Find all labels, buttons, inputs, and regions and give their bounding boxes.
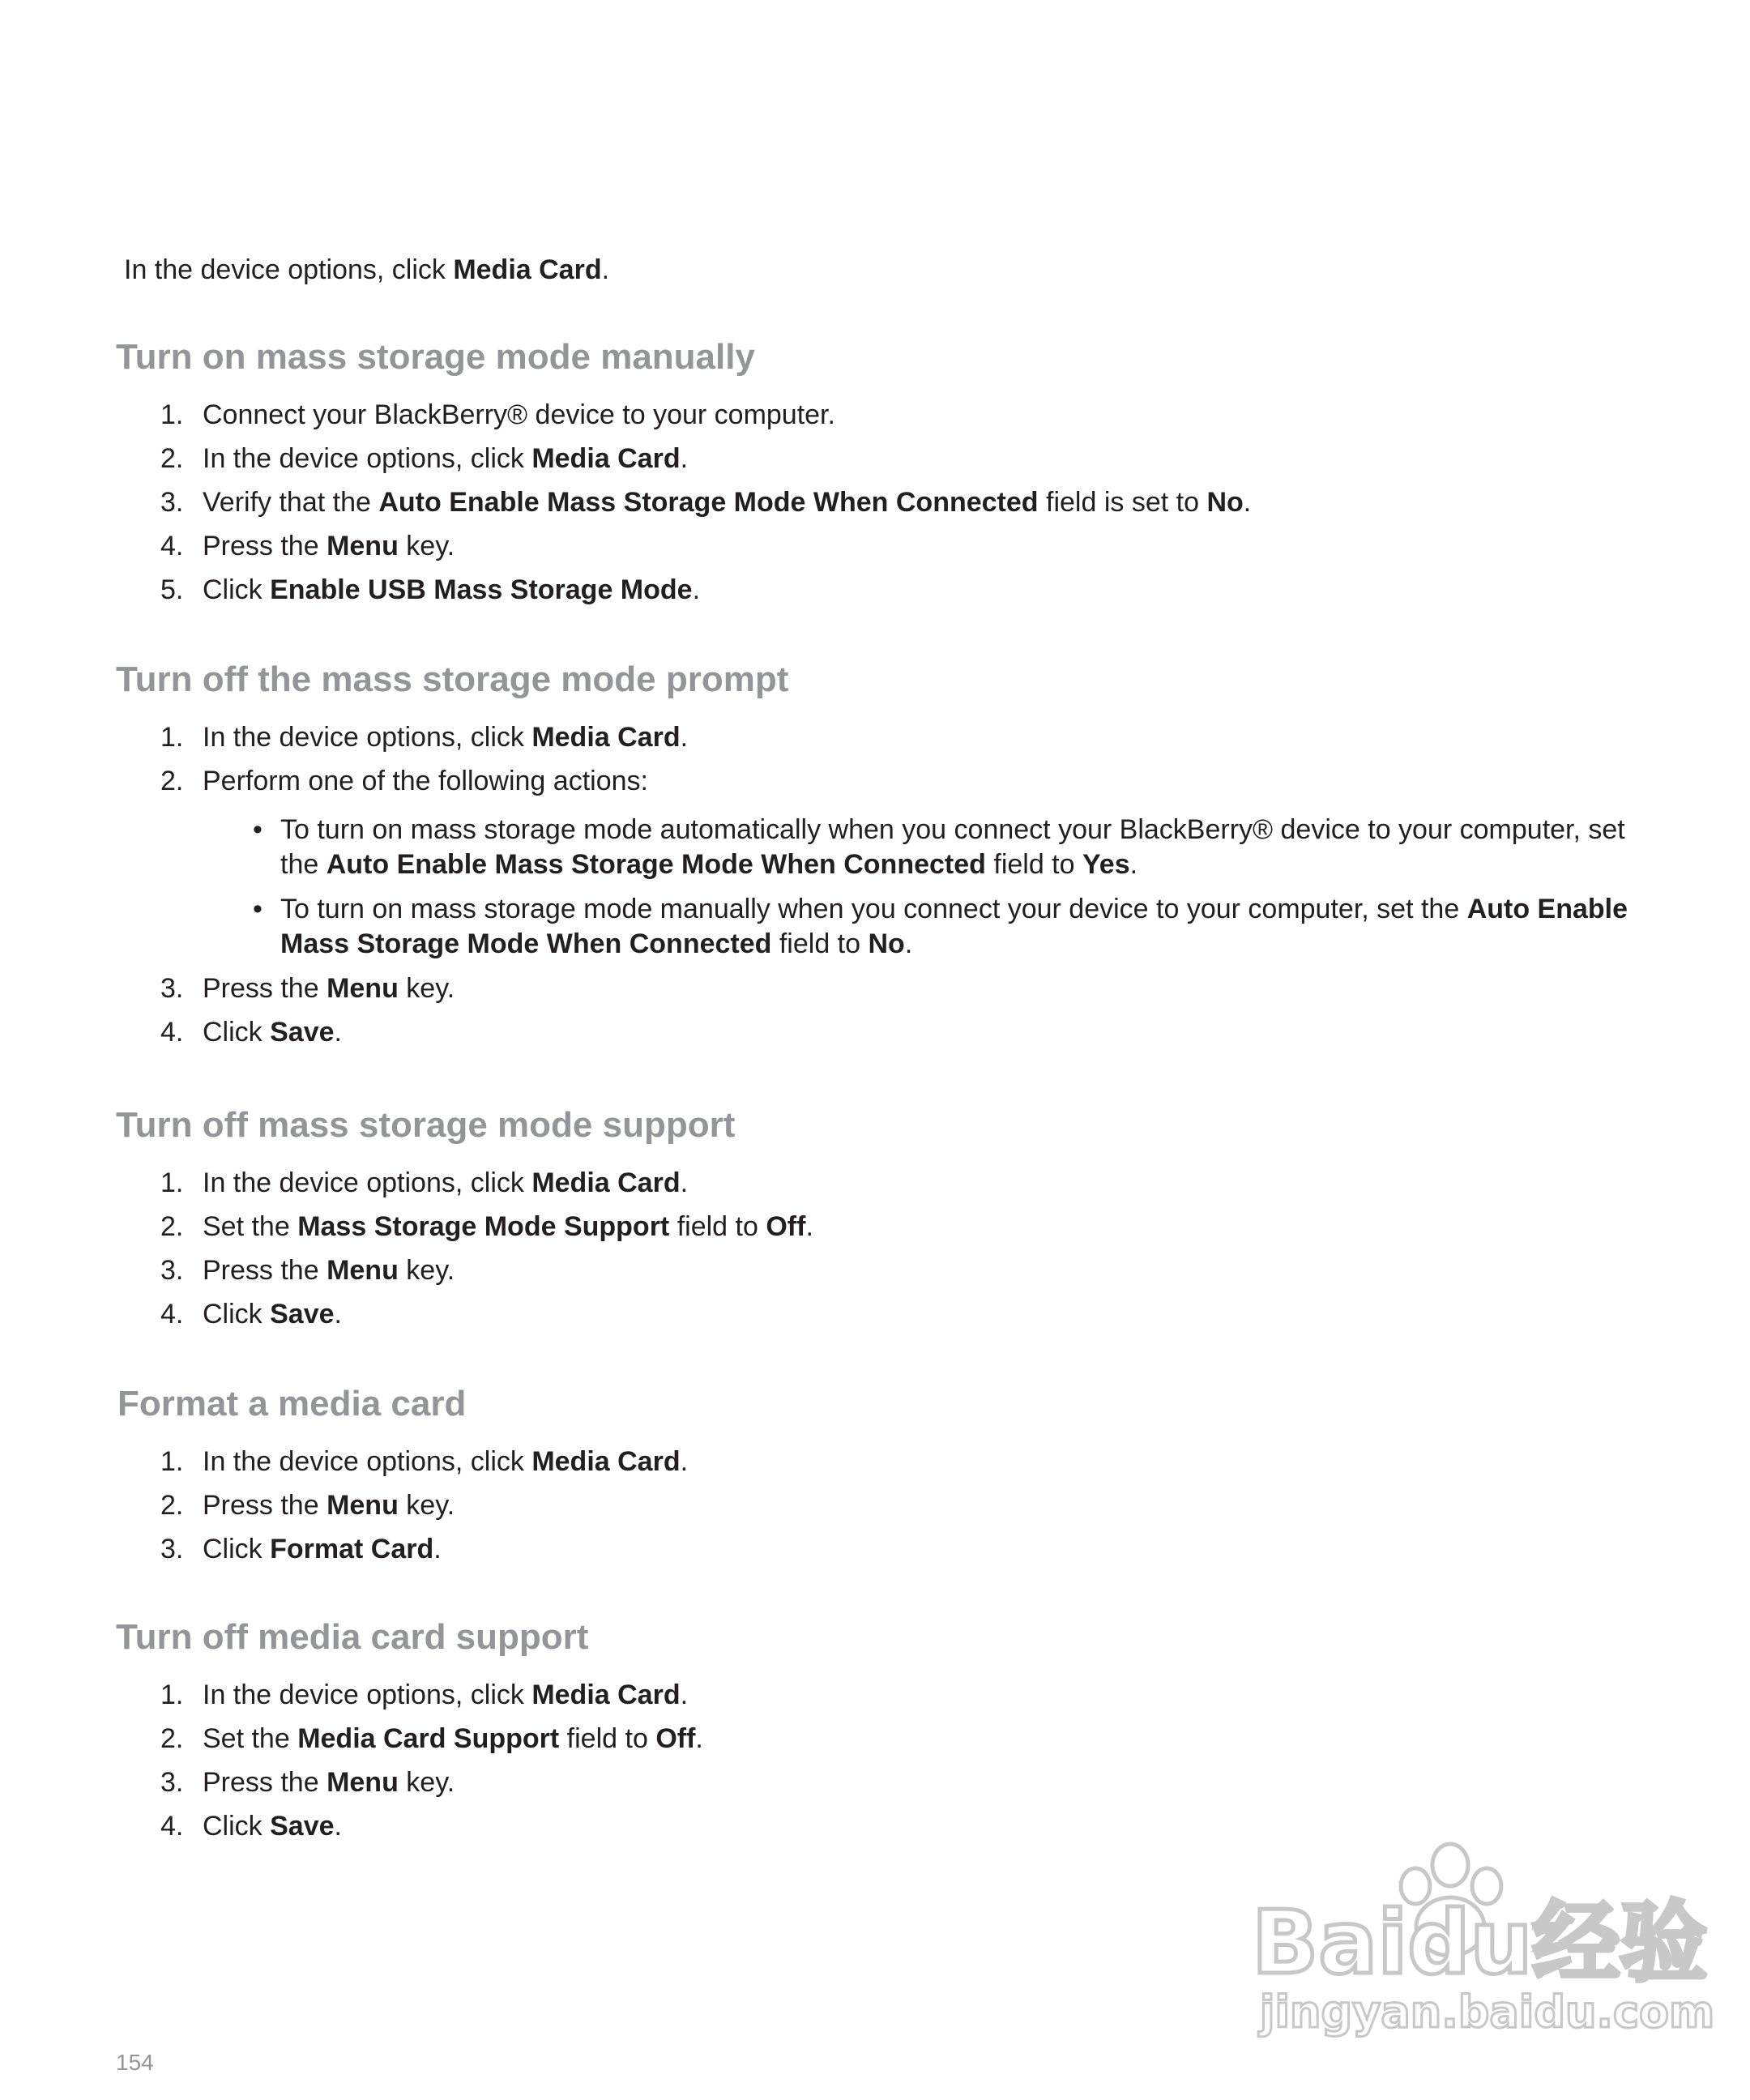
bullet-item (203, 813, 1655, 882)
section-heading-format-card: Format a media card (117, 1384, 467, 1423)
bold-term: Off (766, 1211, 806, 1242)
step-text: key. (398, 531, 455, 561)
step-text: . (1129, 849, 1138, 880)
step-text: field to (559, 1723, 656, 1754)
step-item (116, 1161, 1655, 1205)
bold-term: Menu (327, 1490, 399, 1521)
bold-term: Save (270, 1299, 335, 1330)
bold-term: Enable USB Mass Storage Mode (270, 574, 693, 605)
bullet-list (203, 813, 1655, 962)
step-text: key. (398, 973, 455, 1004)
bold-term: Save (270, 1017, 335, 1048)
step-text: . (680, 1680, 689, 1710)
step-item (116, 1292, 1655, 1336)
intro-bold: Media Card (453, 254, 602, 285)
bold-term: Auto Enable Mass Storage Mode When Connected (378, 487, 1039, 518)
step-text: . (680, 722, 689, 753)
step-number: 5. (160, 574, 184, 605)
step-number: 1. (160, 1167, 184, 1198)
step-item (116, 1717, 1655, 1761)
step-text: Set the (203, 1211, 298, 1242)
bold-term: Format Card (270, 1534, 434, 1564)
watermark-url-text: jingyan.baidu.com (1260, 1987, 1715, 2038)
step-text: . (334, 1299, 342, 1330)
steps-list-format-card (116, 1440, 1655, 1571)
step-number: 4. (160, 1811, 184, 1842)
section-heading-mass-storage-manual: Turn on mass storage mode manually (116, 337, 755, 377)
step-text: field is set to (1038, 487, 1207, 518)
step-item (116, 1761, 1655, 1804)
step-text: In the device options, click (203, 1446, 532, 1477)
bold-term: No (1206, 487, 1244, 518)
bold-term: Save (270, 1811, 335, 1842)
bold-term: Media Card (531, 722, 681, 753)
step-text: Click (203, 1017, 271, 1048)
step-item (116, 437, 1655, 480)
bold-term: Media Card (531, 1446, 681, 1477)
step-text: . (680, 1167, 689, 1198)
step-text: Press the (203, 1490, 327, 1521)
step-text: . (904, 928, 913, 959)
intro-text: In the device options, click (124, 254, 454, 285)
steps-list-mass-storage-manual (116, 393, 1655, 612)
bold-term: Auto Enable Mass Storage Mode When Connected (280, 894, 1628, 959)
steps-list-mass-storage-prompt (116, 715, 1655, 1054)
step-number: 1. (160, 1446, 184, 1477)
step-text: field to (985, 849, 1082, 880)
step-text: Click (203, 1534, 271, 1564)
step-text: . (334, 1811, 342, 1842)
step-text: Click (203, 1299, 271, 1330)
step-text: field to (771, 928, 869, 959)
bold-term: Off (655, 1723, 696, 1754)
step-text: key. (398, 1767, 455, 1798)
bold-term: Yes (1082, 849, 1130, 880)
intro-instruction (124, 247, 609, 292)
step-number: 3. (160, 1767, 184, 1798)
steps-list-media-card-support (116, 1673, 1655, 1848)
step-item (116, 1205, 1655, 1248)
step-text: Connect your BlackBerry® device to your computer. (203, 399, 835, 430)
step-item (116, 1440, 1655, 1483)
step-text: Click (203, 574, 271, 605)
step-number: 2. (160, 1723, 184, 1754)
step-number: 2. (160, 443, 184, 474)
step-item (116, 967, 1655, 1010)
step-text: To turn on mass storage mode automatically when you connect your BlackBerry® device to your computer, set the (280, 814, 1625, 880)
step-number: 3. (160, 1534, 184, 1564)
step-text: In the device options, click (203, 1167, 532, 1198)
step-text: Click (203, 1811, 271, 1842)
step-text: . (1243, 487, 1252, 518)
step-number: 3. (160, 1255, 184, 1286)
page-number: 154 (116, 2050, 154, 2075)
step-item (116, 759, 1655, 962)
step-text: key. (398, 1255, 455, 1286)
step-text: In the device options, click (203, 722, 532, 753)
step-text: Press the (203, 973, 327, 1004)
steps-list-mass-storage-support (116, 1161, 1655, 1336)
step-item (116, 1248, 1655, 1292)
bold-term: Menu (327, 973, 399, 1004)
bold-term: Media Card (531, 443, 681, 474)
step-item (116, 1527, 1655, 1571)
step-text: To turn on mass storage mode manually when you connect your device to your computer, set the (280, 894, 1467, 924)
step-number: 4. (160, 531, 184, 561)
step-item (116, 480, 1655, 524)
step-text: Press the (203, 1255, 327, 1286)
step-text: . (334, 1017, 342, 1048)
step-text: In the device options, click (203, 1680, 532, 1710)
bold-term: Auto Enable Mass Storage Mode When Connected (326, 849, 986, 880)
intro-end: . (601, 254, 610, 285)
step-text: . (433, 1534, 442, 1564)
bold-term: Mass Storage Mode Support (297, 1211, 670, 1242)
section-heading-media-card-support: Turn off media card support (116, 1617, 589, 1657)
step-item (116, 393, 1655, 437)
step-item (116, 1010, 1655, 1054)
step-text: . (692, 574, 701, 605)
bold-term: Media Card Support (297, 1723, 560, 1754)
step-item (116, 1673, 1655, 1717)
step-text: Set the (203, 1723, 298, 1754)
step-number: 3. (160, 487, 184, 518)
bullet-icon: • (253, 814, 262, 845)
step-text: Perform one of the following actions: (203, 766, 648, 796)
step-number: 1. (160, 722, 184, 753)
step-number: 2. (160, 766, 184, 796)
bold-term: Media Card (531, 1167, 681, 1198)
bold-term: No (868, 928, 905, 959)
bold-term: Media Card (531, 1680, 681, 1710)
step-number: 3. (160, 973, 184, 1004)
step-text: Press the (203, 531, 327, 561)
step-text: In the device options, click (203, 443, 532, 474)
step-text: . (695, 1723, 703, 1754)
step-number: 2. (160, 1211, 184, 1242)
step-text: Verify that the (203, 487, 379, 518)
step-item (116, 524, 1655, 568)
section-heading-mass-storage-support: Turn off mass storage mode support (116, 1105, 736, 1145)
bold-term: Menu (327, 531, 399, 561)
bold-term: Menu (327, 1767, 399, 1798)
step-number: 4. (160, 1017, 184, 1048)
baidu-watermark-logo (1244, 1839, 1715, 2042)
step-number: 4. (160, 1299, 184, 1330)
step-number: 1. (160, 1680, 184, 1710)
step-text: . (680, 1446, 689, 1477)
bold-term: Menu (327, 1255, 399, 1286)
step-item (116, 1483, 1655, 1527)
step-number: 1. (160, 399, 184, 430)
step-text: key. (398, 1490, 455, 1521)
section-heading-mass-storage-prompt: Turn off the mass storage mode prompt (116, 659, 789, 699)
step-text: Press the (203, 1767, 327, 1798)
step-text: . (680, 443, 689, 474)
bullet-item (203, 892, 1655, 962)
step-item (116, 568, 1655, 612)
step-item (116, 715, 1655, 759)
bullet-icon: • (253, 894, 262, 924)
watermark-brand-text: Baidu经验 (1252, 1893, 1708, 1994)
step-text: . (805, 1211, 813, 1242)
step-number: 2. (160, 1490, 184, 1521)
step-text: field to (669, 1211, 766, 1242)
